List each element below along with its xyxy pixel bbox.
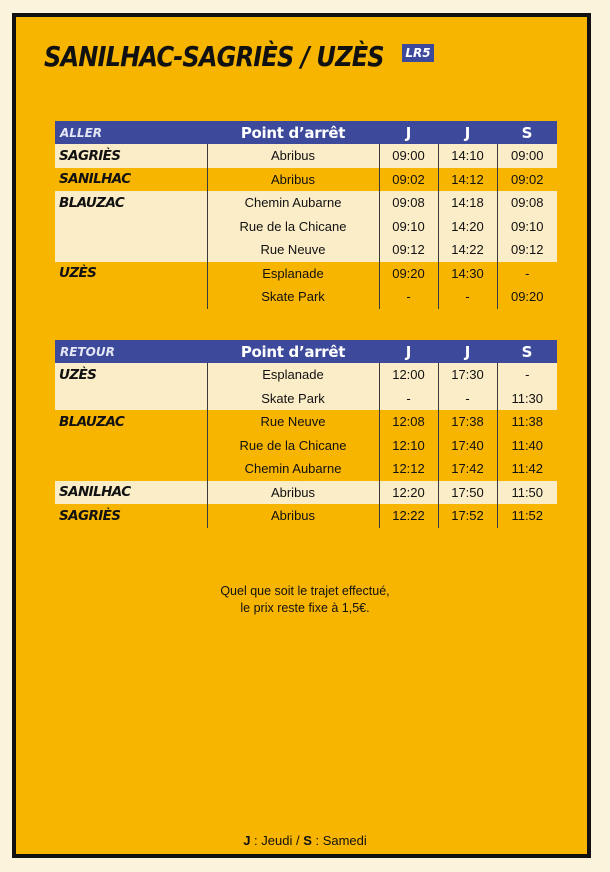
departure-time: 11:40 (497, 434, 557, 458)
table-row (55, 387, 557, 411)
town-name (55, 387, 207, 411)
stop-name: Abribus (207, 481, 379, 505)
day-header: J (379, 340, 438, 363)
departure-time: 12:08 (379, 410, 438, 434)
departure-time: - (497, 363, 557, 387)
retour-timetable (55, 340, 557, 528)
table-row (55, 285, 557, 309)
legend-key-jeudi: J (243, 833, 251, 848)
stop-name: Skate Park (207, 387, 379, 411)
town-name: SANILHAC (55, 168, 207, 192)
departure-time: 11:50 (497, 481, 557, 505)
stop-header: Point d’arrêt (207, 121, 379, 144)
legend-text-samedi: : Samedi (311, 833, 367, 848)
town-name (55, 434, 207, 458)
table-row (55, 363, 557, 387)
legend-text-jeudi: : Jeudi / (250, 833, 304, 848)
departure-time: 17:50 (438, 481, 497, 505)
stop-header: Point d’arrêt (207, 340, 379, 363)
stop-name: Skate Park (207, 285, 379, 309)
town-name (55, 238, 207, 262)
table-row (55, 262, 557, 286)
departure-time: 11:30 (497, 387, 557, 411)
town-name: BLAUZAC (55, 410, 207, 434)
day-legend (0, 833, 610, 848)
town-name (55, 457, 207, 481)
departure-time: 11:42 (497, 457, 557, 481)
departure-time: 09:12 (497, 238, 557, 262)
stop-name: Chemin Aubarne (207, 191, 379, 215)
town-name: SAGRIÈS (55, 144, 207, 168)
day-header: J (438, 340, 497, 363)
departure-time: 09:08 (497, 191, 557, 215)
table-row (55, 410, 557, 434)
town-name (55, 285, 207, 309)
departure-time: 09:02 (379, 168, 438, 192)
departure-time: 09:02 (497, 168, 557, 192)
stop-name: Abribus (207, 168, 379, 192)
fare-note (0, 583, 610, 617)
line-badge: LR5 (402, 44, 434, 62)
day-header: S (497, 121, 557, 144)
departure-time: 09:08 (379, 191, 438, 215)
departure-time: 12:00 (379, 363, 438, 387)
table-row (55, 215, 557, 239)
departure-time: 14:18 (438, 191, 497, 215)
fare-note-line: Quel que soit le trajet effectué, (220, 584, 390, 598)
departure-time: 09:12 (379, 238, 438, 262)
stop-name: Abribus (207, 504, 379, 528)
stop-name: Abribus (207, 144, 379, 168)
departure-time: 14:22 (438, 238, 497, 262)
route-title: SANILHAC-SAGRIÈS / UZÈS (44, 40, 384, 73)
title-row (44, 40, 439, 73)
departure-time: 09:20 (497, 285, 557, 309)
stop-name: Esplanade (207, 363, 379, 387)
departure-time: 09:20 (379, 262, 438, 286)
table-row (55, 504, 557, 528)
direction-label: RETOUR (55, 340, 207, 363)
departure-time: 14:10 (438, 144, 497, 168)
departure-time: 12:10 (379, 434, 438, 458)
stop-name: Esplanade (207, 262, 379, 286)
day-header: J (438, 121, 497, 144)
fare-note-line: le prix reste fixe à 1,5€. (240, 601, 370, 615)
departure-time: 14:30 (438, 262, 497, 286)
departure-time: 09:10 (379, 215, 438, 239)
table-header (55, 340, 557, 363)
table-row (55, 238, 557, 262)
table-row (55, 168, 557, 192)
stop-name: Chemin Aubarne (207, 457, 379, 481)
town-name (55, 215, 207, 239)
legend-key-samedi: S (303, 833, 312, 848)
day-header: S (497, 340, 557, 363)
town-name: UZÈS (55, 262, 207, 286)
table-row (55, 144, 557, 168)
departure-time: - (497, 262, 557, 286)
departure-time: 09:10 (497, 215, 557, 239)
table-header (55, 121, 557, 144)
departure-time: 17:52 (438, 504, 497, 528)
stop-name: Rue Neuve (207, 410, 379, 434)
departure-time: 11:38 (497, 410, 557, 434)
departure-time: 11:52 (497, 504, 557, 528)
table-row (55, 434, 557, 458)
town-name: SANILHAC (55, 481, 207, 505)
direction-label: ALLER (55, 121, 207, 144)
table-row (55, 457, 557, 481)
stop-name: Rue de la Chicane (207, 434, 379, 458)
departure-time: - (438, 285, 497, 309)
town-name: SAGRIÈS (55, 504, 207, 528)
stop-name: Rue de la Chicane (207, 215, 379, 239)
departure-time: 17:38 (438, 410, 497, 434)
departure-time: - (379, 285, 438, 309)
departure-time: 17:42 (438, 457, 497, 481)
departure-time: 17:30 (438, 363, 497, 387)
day-header: J (379, 121, 438, 144)
departure-time: - (438, 387, 497, 411)
departure-time: - (379, 387, 438, 411)
town-name: UZÈS (55, 363, 207, 387)
aller-timetable (55, 121, 557, 309)
table-row (55, 191, 557, 215)
departure-time: 12:22 (379, 504, 438, 528)
stop-name: Rue Neuve (207, 238, 379, 262)
departure-time: 09:00 (497, 144, 557, 168)
departure-time: 14:12 (438, 168, 497, 192)
departure-time: 17:40 (438, 434, 497, 458)
departure-time: 09:00 (379, 144, 438, 168)
town-name: BLAUZAC (55, 191, 207, 215)
departure-time: 12:20 (379, 481, 438, 505)
table-row (55, 481, 557, 505)
departure-time: 12:12 (379, 457, 438, 481)
departure-time: 14:20 (438, 215, 497, 239)
